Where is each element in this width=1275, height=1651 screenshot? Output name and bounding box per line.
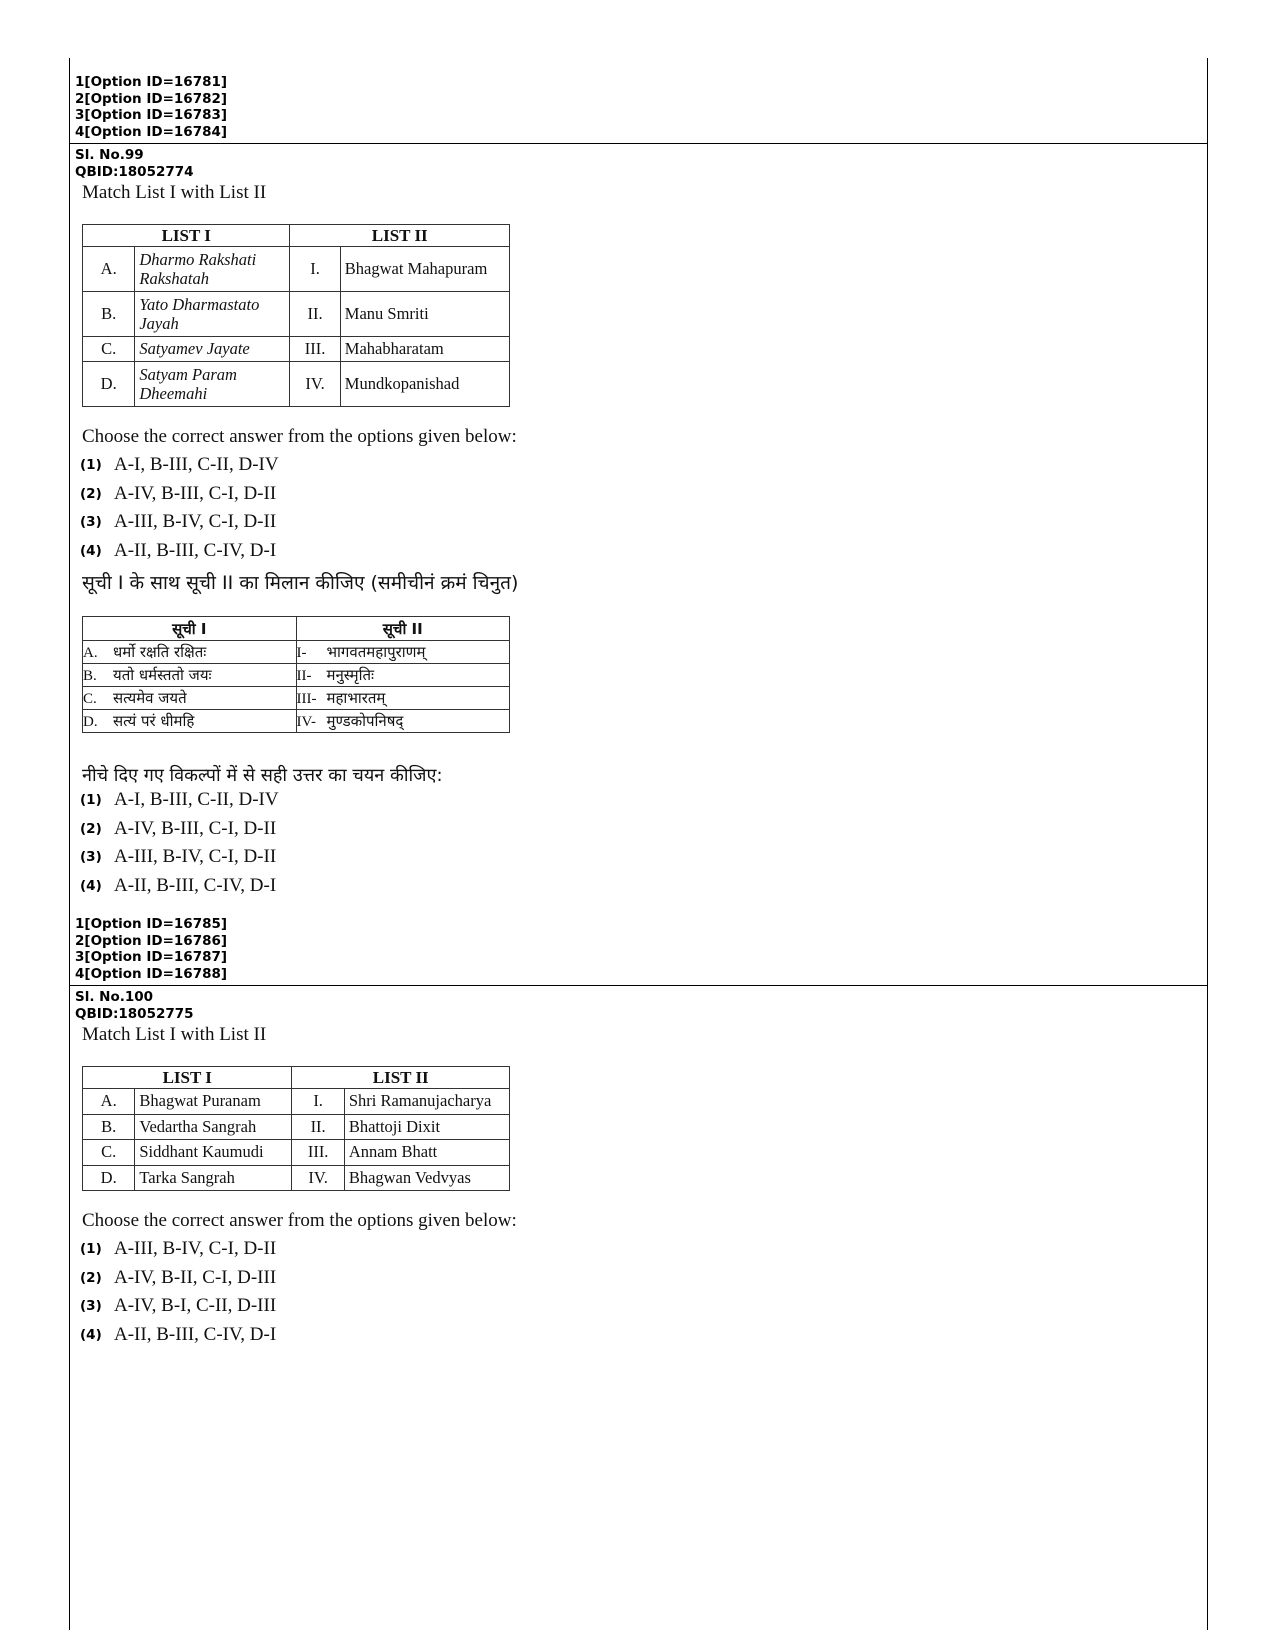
option-id-list xyxy=(75,916,227,982)
answer-option[interactable]: (3) A-III, B-IV, C-I, D-II xyxy=(80,511,277,533)
option-id: 1[Option ID=16785] xyxy=(75,916,228,932)
option-id: 2[Option ID=16782] xyxy=(75,90,228,107)
table-row: D. सत्यं परं धीमहि IV- मुण्डकोपनिषद् xyxy=(83,710,510,733)
option-id: 4[Option ID=16784] xyxy=(75,123,228,140)
question-header xyxy=(75,989,194,1022)
answer-option[interactable]: (2) A-IV, B-III, C-I, D-II xyxy=(80,817,277,839)
choose-instruction: Choose the correct answer from the options given below: xyxy=(82,1210,517,1231)
table-row: C. Satyamev Jayate III. Mahabharatam xyxy=(83,337,510,362)
option-id: 3[Option ID=16787] xyxy=(75,949,228,965)
table-row: C. Siddhant Kaumudi III. Annam Bhatt xyxy=(83,1140,510,1166)
answer-option[interactable]: (4) A-II, B-III, C-IV, D-I xyxy=(80,874,277,896)
option-id: 4[Option ID=16788] xyxy=(75,965,228,982)
answer-option[interactable]: (2) A-IV, B-III, C-I, D-II xyxy=(80,482,277,504)
list1-header-hindi: सूची I xyxy=(83,617,297,641)
table-row: A. Bhagwat Puranam I. Shri Ramanujacharya xyxy=(83,1089,510,1115)
table-row: A. Dharmo Rakshati Rakshatah I. Bhagwat Mahapuram xyxy=(83,247,510,292)
option-id: 3[Option ID=16783] xyxy=(75,107,228,123)
answer-options-hindi xyxy=(80,786,279,900)
section-divider xyxy=(70,143,1207,144)
match-table-english xyxy=(82,1066,510,1191)
answer-option[interactable]: (2) A-IV, B-II, C-I, D-III xyxy=(80,1266,277,1288)
question-prompt-hindi: सूची I के साथ सूची II का मिलान कीजिए (समीचीनं क्रमं चिनुत) xyxy=(82,572,519,594)
answer-option[interactable]: (3) A-III, B-IV, C-I, D-II xyxy=(80,846,277,868)
table-row: B. यतो धर्मस्ततो जयः II- मनुस्मृतिः xyxy=(83,664,510,687)
table-row: B. Vedartha Sangrah II. Bhattoji Dixit xyxy=(83,1114,510,1140)
section-divider xyxy=(70,985,1207,986)
question-paper-frame xyxy=(69,58,1208,1630)
answer-options-english xyxy=(80,451,279,565)
list1-header: LIST I xyxy=(83,225,290,247)
list2-header-hindi: सूची II xyxy=(296,617,510,641)
answer-options-english xyxy=(80,1235,276,1349)
table-row: B. Yato Dharmastato Jayah II. Manu Smriti xyxy=(83,292,510,337)
answer-option[interactable]: (4) A-II, B-III, C-IV, D-I xyxy=(80,539,277,561)
option-id: 2[Option ID=16786] xyxy=(75,932,228,949)
question-prompt: Match List I with List II xyxy=(82,182,267,203)
match-table-hindi xyxy=(82,616,510,733)
qbid: QBID:18052775 xyxy=(75,1005,194,1022)
question-prompt: Match List I with List II xyxy=(82,1024,267,1045)
choose-instruction: Choose the correct answer from the options given below: xyxy=(82,426,517,447)
answer-option[interactable]: (1) A-I, B-III, C-II, D-IV xyxy=(80,454,279,476)
table-row: C. सत्यमेव जयते III- महाभारतम् xyxy=(83,687,510,710)
table-row: A. धर्मो रक्षति रक्षितः I- भागवतमहापुराणम् xyxy=(83,641,510,664)
table-row: D. Tarka Sangrah IV. Bhagwan Vedvyas xyxy=(83,1165,510,1191)
list1-header: LIST I xyxy=(83,1067,292,1089)
answer-option[interactable]: (1) A-I, B-III, C-II, D-IV xyxy=(80,789,279,811)
answer-option[interactable]: (1) A-III, B-IV, C-I, D-II xyxy=(80,1238,277,1260)
option-id: 1[Option ID=16781] xyxy=(75,74,228,90)
option-id-list xyxy=(75,74,227,140)
list2-header: LIST II xyxy=(290,225,510,247)
qbid: QBID:18052774 xyxy=(75,163,194,180)
answer-option[interactable]: (4) A-II, B-III, C-IV, D-I xyxy=(80,1323,277,1345)
answer-option[interactable]: (3) A-IV, B-I, C-II, D-III xyxy=(80,1295,277,1317)
table-row: D. Satyam Param Dheemahi IV. Mundkopanishad xyxy=(83,362,510,407)
serial-number: Sl. No.100 xyxy=(75,989,154,1005)
question-header xyxy=(75,147,194,180)
choose-instruction-hindi: नीचे दिए गए विकल्पों में से सही उत्तर का चयन कीजिए: xyxy=(82,765,443,786)
serial-number: Sl. No.99 xyxy=(75,147,144,163)
match-table-english xyxy=(82,224,510,407)
list2-header: LIST II xyxy=(292,1067,510,1089)
